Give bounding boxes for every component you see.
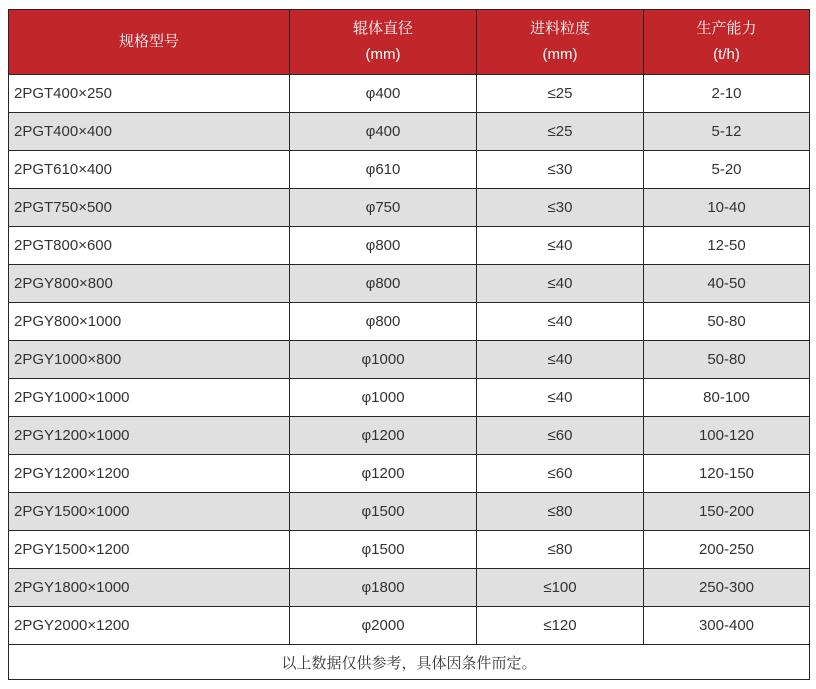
- header-diameter: [290, 10, 477, 75]
- header-model: [9, 10, 290, 75]
- cell-feed: ≤40: [477, 265, 644, 303]
- cell-model: 2PGY800×800: [9, 265, 290, 303]
- cell-feed: ≤25: [477, 113, 644, 151]
- table-row: [9, 417, 810, 455]
- cell-capacity: 2-10: [644, 75, 810, 113]
- table-row: [9, 265, 810, 303]
- cell-diameter: φ400: [290, 113, 477, 151]
- header-capacity-unit: (t/h): [713, 46, 740, 63]
- table-row: [9, 341, 810, 379]
- table-row: [9, 75, 810, 113]
- cell-diameter: φ1500: [290, 493, 477, 531]
- header-row: [9, 10, 810, 75]
- cell-capacity: 100-120: [644, 417, 810, 455]
- table-row: [9, 113, 810, 151]
- cell-feed: ≤40: [477, 379, 644, 417]
- table-row: [9, 607, 810, 645]
- header-feed-size-unit: (mm): [542, 46, 578, 63]
- cell-model: 2PGY1500×1000: [9, 493, 290, 531]
- cell-capacity: 250-300: [644, 569, 810, 607]
- footnote: 以上数据仅供参考，具体因条件而定。: [9, 645, 810, 680]
- cell-feed: ≤30: [477, 189, 644, 227]
- table-row: [9, 531, 810, 569]
- cell-capacity: 300-400: [644, 607, 810, 645]
- cell-model: 2PGY1200×1200: [9, 455, 290, 493]
- header-feed-size: [477, 10, 644, 75]
- cell-model: 2PGY800×1000: [9, 303, 290, 341]
- cell-capacity: 5-20: [644, 151, 810, 189]
- cell-capacity: 150-200: [644, 493, 810, 531]
- cell-feed: ≤30: [477, 151, 644, 189]
- cell-diameter: φ1200: [290, 455, 477, 493]
- spec-table: [8, 9, 810, 680]
- cell-diameter: φ1000: [290, 341, 477, 379]
- table-row: [9, 569, 810, 607]
- header-diameter-unit: (mm): [365, 46, 401, 63]
- header-capacity: [644, 10, 810, 75]
- cell-model: 2PGY2000×1200: [9, 607, 290, 645]
- cell-feed: ≤120: [477, 607, 644, 645]
- footnote-row: [9, 645, 810, 680]
- cell-diameter: φ400: [290, 75, 477, 113]
- cell-capacity: 50-80: [644, 303, 810, 341]
- table-row: [9, 455, 810, 493]
- cell-feed: ≤60: [477, 455, 644, 493]
- cell-model: 2PGY1000×800: [9, 341, 290, 379]
- table-row: [9, 227, 810, 265]
- cell-feed: ≤80: [477, 531, 644, 569]
- cell-feed: ≤100: [477, 569, 644, 607]
- header-capacity-label: 生产能力: [696, 20, 757, 37]
- table-row: [9, 379, 810, 417]
- cell-diameter: φ800: [290, 303, 477, 341]
- cell-capacity: 12-50: [644, 227, 810, 265]
- header-diameter-label: 辊体直径: [352, 20, 413, 37]
- table-row: [9, 151, 810, 189]
- cell-model: 2PGY1500×1200: [9, 531, 290, 569]
- cell-model: 2PGY1000×1000: [9, 379, 290, 417]
- cell-diameter: φ800: [290, 265, 477, 303]
- cell-capacity: 120-150: [644, 455, 810, 493]
- cell-model: 2PGY1200×1000: [9, 417, 290, 455]
- header-feed-size-label: 进料粒度: [529, 20, 590, 37]
- cell-model: 2PGT800×600: [9, 227, 290, 265]
- cell-feed: ≤80: [477, 493, 644, 531]
- cell-diameter: φ1200: [290, 417, 477, 455]
- table-row: [9, 493, 810, 531]
- cell-model: 2PGY1800×1000: [9, 569, 290, 607]
- cell-feed: ≤40: [477, 303, 644, 341]
- cell-capacity: 50-80: [644, 341, 810, 379]
- cell-diameter: φ750: [290, 189, 477, 227]
- table-body: [9, 75, 810, 645]
- cell-capacity: 80-100: [644, 379, 810, 417]
- table-row: [9, 189, 810, 227]
- cell-diameter: φ1500: [290, 531, 477, 569]
- cell-diameter: φ610: [290, 151, 477, 189]
- cell-capacity: 10-40: [644, 189, 810, 227]
- cell-feed: ≤25: [477, 75, 644, 113]
- cell-model: 2PGT400×400: [9, 113, 290, 151]
- cell-feed: ≤60: [477, 417, 644, 455]
- header-model-label: 规格型号: [118, 33, 179, 50]
- cell-diameter: φ800: [290, 227, 477, 265]
- cell-capacity: 200-250: [644, 531, 810, 569]
- cell-model: 2PGT610×400: [9, 151, 290, 189]
- cell-capacity: 40-50: [644, 265, 810, 303]
- cell-feed: ≤40: [477, 227, 644, 265]
- table-row: [9, 303, 810, 341]
- cell-feed: ≤40: [477, 341, 644, 379]
- cell-model: 2PGT750×500: [9, 189, 290, 227]
- cell-capacity: 5-12: [644, 113, 810, 151]
- cell-diameter: φ2000: [290, 607, 477, 645]
- cell-model: 2PGT400×250: [9, 75, 290, 113]
- cell-diameter: φ1000: [290, 379, 477, 417]
- cell-diameter: φ1800: [290, 569, 477, 607]
